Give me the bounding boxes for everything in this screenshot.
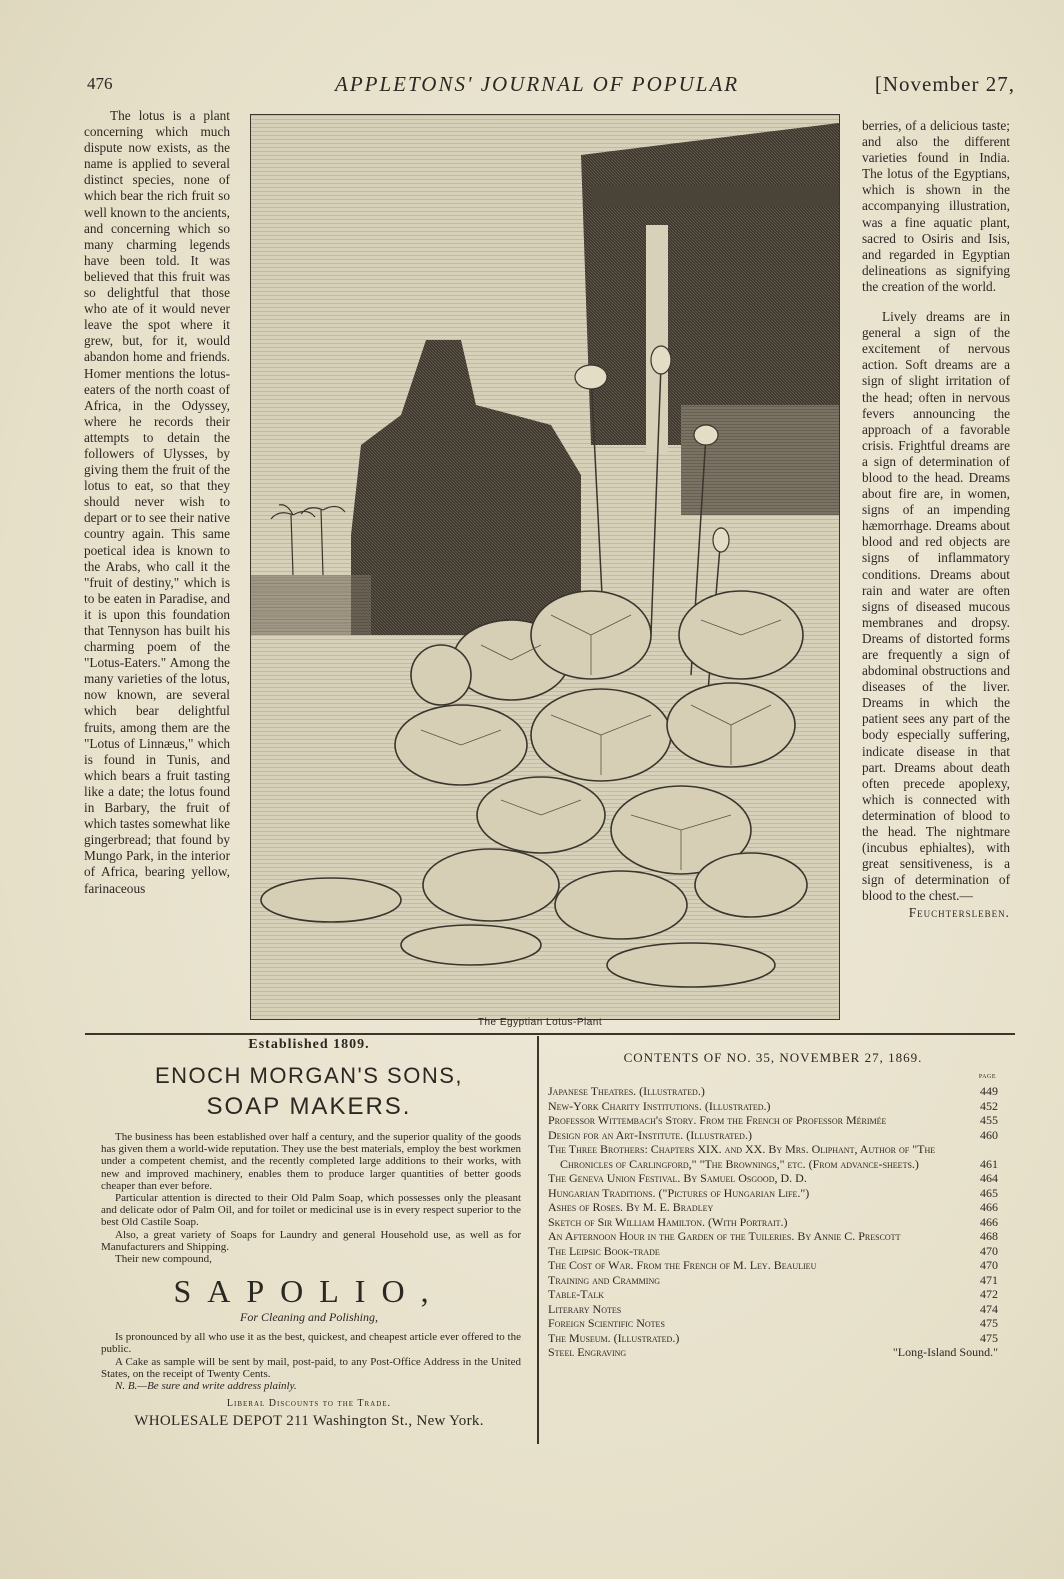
contents-entry-title: The Geneva Union Festival. By Samuel Osgood, D. D. [548, 1171, 807, 1185]
ad-established: Established 1809. [248, 1037, 370, 1052]
article-left-column [84, 108, 230, 897]
contents-entry [548, 1316, 998, 1331]
contents-entry [548, 1302, 998, 1317]
contents-entry [548, 1273, 998, 1288]
running-title: APPLETONS' JOURNAL OF POPULAR [335, 72, 740, 96]
contents-entry [548, 1186, 998, 1201]
author-signature: Feuchtersleben. [908, 904, 1010, 920]
contents-entry [548, 1099, 998, 1114]
contents-entry-page: 468 [980, 1229, 998, 1243]
page-number: 476 [87, 74, 113, 93]
contents-entry-page: 475 [980, 1316, 998, 1330]
article-right-column [862, 118, 1010, 921]
contents-entry [548, 1084, 998, 1099]
contents-entry-title: Hungarian Traditions. ("Pictures of Hungarian Life.") [548, 1185, 810, 1200]
contents-entry-title: New-York Charity Institutions. (Illustrated.) [548, 1098, 771, 1113]
contents-entry-page: 470 [980, 1258, 998, 1272]
ad-product-tagline: For Cleaning and Polishing, [240, 1310, 378, 1325]
contents-entry-page: 461 [980, 1156, 998, 1171]
contents-entry-page: 465 [980, 1185, 998, 1200]
contents-entry-title: Professor Wittembach's Story. From the French of Professor Mérimée [548, 1113, 887, 1127]
soap-advertisement [85, 1037, 533, 1430]
ad-trade: SOAP MAKERS. [206, 1093, 412, 1120]
contents-entry-title: The Cost of War. From the French of M. Ley. Beaulieu [548, 1258, 817, 1272]
contents-entry-title: The Museum. (Illustrated.) [548, 1330, 680, 1345]
contents-entry-title: Foreign Scientific Notes [548, 1316, 665, 1330]
contents-entry [548, 1258, 998, 1273]
contents-entry-page: 452 [980, 1098, 998, 1113]
contents-entry-title: The Leipsic Book-trade [548, 1243, 660, 1258]
contents-entry-title: Design for an Art-Institute. (Illustrated.) [548, 1127, 752, 1142]
vertical-rule [537, 1036, 539, 1444]
contents-entry-page: 466 [980, 1214, 998, 1229]
contents-entry [548, 1287, 998, 1302]
contents-page-label: PAGE [978, 1073, 996, 1080]
contents-entry-page: 472 [980, 1287, 998, 1301]
table-of-contents [548, 1051, 998, 1360]
contents-entry-title: Japanese Theatres. (Illustrated.) [548, 1084, 705, 1098]
contents-entry-page: 471 [980, 1272, 998, 1287]
ad-paragraph: Their new compound, [115, 1253, 212, 1266]
header-date: [November 27, [874, 72, 1015, 96]
contents-entry-title: Table-Talk [548, 1287, 604, 1301]
ad-paragraph: Particular attention is directed to their Old Palm Soap, which possesses only the pleasant and delicate odor of Palm Oil, and for toilet or medicinal use is in every respect superior to the best Old Castile Soap. [101, 1192, 521, 1229]
contents-entry [548, 1142, 998, 1171]
contents-entry-title: Training and Cramming [548, 1272, 660, 1287]
steel-title: "Long-Island Sound." [892, 1345, 998, 1359]
contents-steel-engraving [548, 1345, 998, 1360]
ad-depot: WHOLESALE DEPOT 211 Washington St., New York. [134, 1413, 484, 1430]
contents-entry [548, 1215, 998, 1230]
contents-entry-page: 474 [980, 1301, 998, 1316]
contents-list [548, 1084, 998, 1345]
contents-entry [548, 1229, 998, 1244]
ad-paragraph: Also, a great variety of Soaps for Laundry and general Household use, as well as for Manufacturers and Shipping. [101, 1228, 521, 1253]
contents-entry-page: 470 [980, 1243, 998, 1258]
ad-discounts: Liberal Discounts to the Trade. [226, 1398, 392, 1410]
article-paragraph: Lively dreams are in general a sign of the excitement of nervous action. Soft dreams are a sign of slight irritation of the head; often in nervous fevers announcing the approach of a favorable crisis. Frightful dreams are a sign of determination of blood to the head. Dreams about fire are, in women, signs of an impending hæmorrhage. Dreams about blood and red objects are signs of inflammatory conditions. Dreams about rain and water are often signs of diseased mucous membranes and dropsy. Dreams of distorted forms are frequently a sign of abdominal obstructions and diseases of the liver. Dreams in which the patient sees any part of the body especially suffering, indicate disease in that part. Dreams about death often precede apoplexy, which is connected with determination of blood to the head. The nightmare (incubus ephialtes), with great sensitiveness, is a sign of determination of blood to the chest.— [862, 309, 1010, 904]
contents-entry-page: 464 [980, 1171, 998, 1185]
ad-body-2 [85, 1331, 533, 1392]
ad-product-name: SAPOLIO, [173, 1273, 445, 1310]
contents-entry [548, 1113, 998, 1128]
contents-entry-page: 449 [980, 1084, 998, 1098]
steel-label: Steel Engraving [548, 1345, 627, 1359]
contents-entry [548, 1331, 998, 1346]
contents-entry [548, 1171, 998, 1186]
running-header [85, 70, 1015, 100]
contents-entry [548, 1200, 998, 1215]
ad-firm-name: ENOCH MORGAN'S SONS, [154, 1063, 463, 1088]
contents-entry-title: Literary Notes [548, 1301, 622, 1316]
lotus-engraving [250, 114, 840, 1020]
ad-paragraph: The business has been established over half a century, and the superior quality of the goods has given them a world-wide reputation. They use the best materials, employ the best workmen under a competent chemist, and the recently completed large additions to their works, with new and improved machinery, enables them to produce larger quantities of better goods cheaper than ever before. [101, 1131, 521, 1192]
illustration-caption: The Egyptian Lotus-Plant [477, 1017, 603, 1028]
contents-entry-title: The Three Brothers: Chapters XIX. and XX. By Mrs. Oliphant, Author of "The Chronicles of Carlingford," "The Brownings," etc. (From advance-sheets.) [548, 1142, 936, 1171]
contents-entry-title: An Afternoon Hour in the Garden of the Tuileries. By Annie C. Prescott [548, 1229, 901, 1243]
article-paragraph: The lotus is a plant concerning which much dispute now exists, as the name is applied to several distinct species, none of which bear the rich fruit so well known to the ancients, and concerning which so many charming legends have been told. It was believed that this fruit was so delightful that those who ate of it would never leave the spot where it grew, but, for it, would abandon home and friends. Homer mentions the lotus-eaters of the north coast of Africa, in the Odyssey, where he records their attempts to detain the followers of Ulysses, by giving them the fruit of the lotus to eat, so that they should never wish to depart or to see their native country again. This same poetical idea is known to the Arabs, who call it the "fruit of destiny," which is to be eaten in Paradise, and it is upon this foundation that Tennyson has built his charming poem of the "Lotus-Eaters." Among the many varieties of the lotus, now known, are several which bear delightful fruits, among them are the "Lotus of Linnæus," which is found in Tunis, and which bears a fruit tasting like a date; the lotus found in Barbary, the fruit of which tastes somewhat like gingerbread; that found by Mungo Park, in the interior of Africa, bearing yellow, farinaceous [84, 108, 230, 896]
ad-paragraph: N. B.—Be sure and write address plainly. [115, 1380, 297, 1393]
ad-paragraph: Is pronounced by all who use it as the best, quickest, and cheapest article ever offered to the public. [101, 1331, 521, 1356]
contents-entry-title: Ashes of Roses. By M. E. Bradley [548, 1200, 714, 1214]
ad-body [85, 1131, 533, 1265]
contents-entry-page: 460 [980, 1127, 998, 1142]
contents-entry-page: 455 [980, 1113, 998, 1127]
contents-entry-title: Sketch of Sir William Hamilton. (With Portrait.) [548, 1214, 788, 1229]
contents-entry-page: 475 [980, 1330, 998, 1345]
horizontal-rule [85, 1033, 1015, 1035]
article-paragraph: berries, of a delicious taste; and also the different varieties found in India. The lotus of the Egyptians, which is shown in the accompanying illustration, was a fine aquatic plant, sacred to Osiris and Isis, and regarded in Egyptian delineations as signifying the creation of the world. [862, 118, 1010, 294]
contents-entry [548, 1244, 998, 1259]
contents-entry [548, 1128, 998, 1143]
ad-paragraph: A Cake as sample will be sent by mail, post-paid, to any Post-Office Address in the United States, on the receipt of Twenty Cents. [101, 1355, 521, 1380]
contents-entry-page: 466 [980, 1200, 998, 1214]
contents-title: CONTENTS OF NO. 35, NOVEMBER 27, 1869. [623, 1050, 923, 1065]
